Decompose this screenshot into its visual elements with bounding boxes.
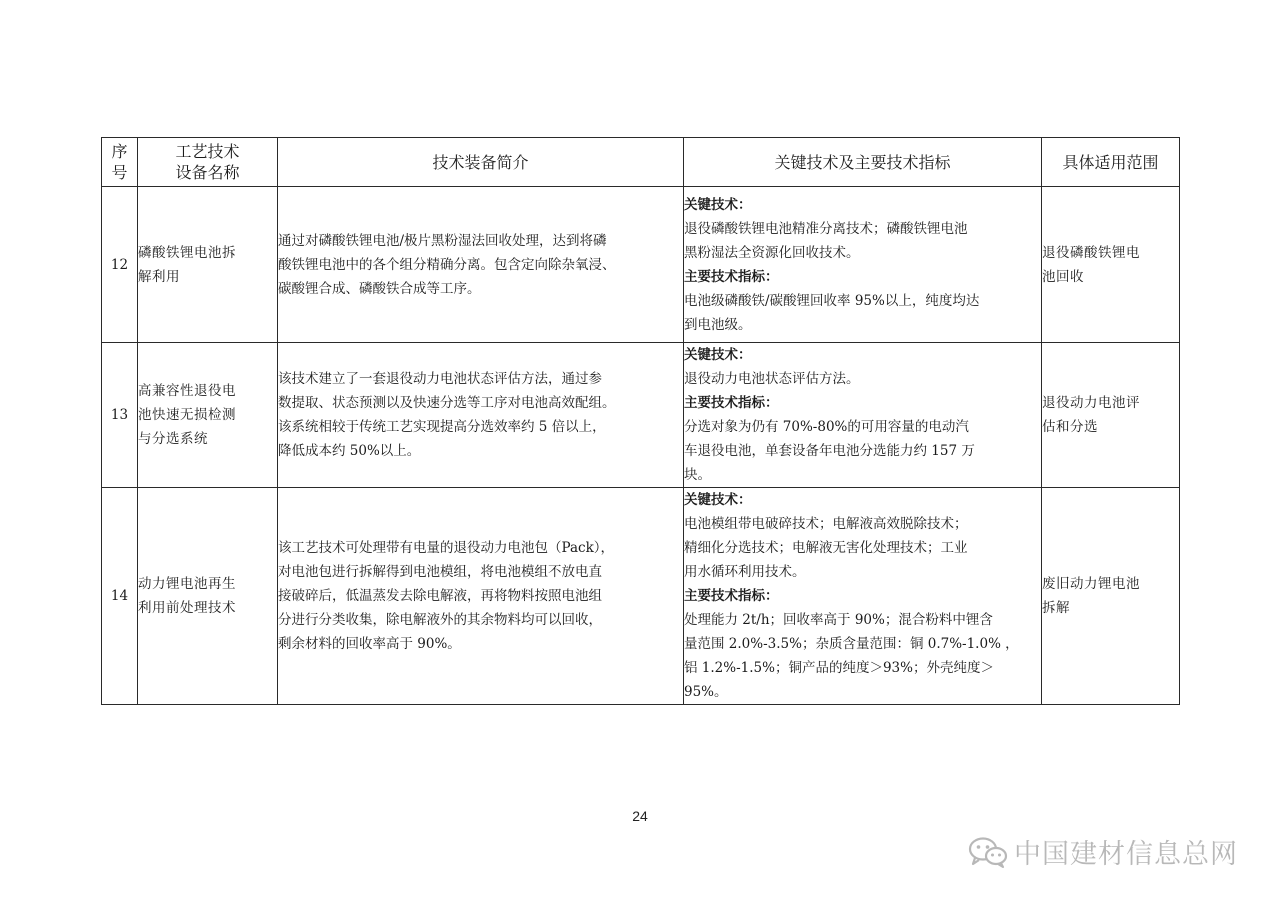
main-index-label: 主要技术指标： bbox=[684, 268, 779, 285]
header-scope: 具体适用范围 bbox=[1042, 138, 1180, 187]
technology-table bbox=[101, 137, 1180, 705]
description: 通过对磷酸铁锂电池/极片黑粉湿法回收处理，达到将磷 酸铁锂电池中的各个组分精确分离。包含定向除杂氧浸、 碳酸锂合成、磷酸铁合成等工序。 bbox=[278, 187, 684, 343]
process-name: 动力锂电池再生 利用前处理技术 bbox=[138, 488, 278, 705]
row-number: 13 bbox=[102, 343, 138, 488]
page-number: 24 bbox=[632, 808, 648, 824]
key-technology: 关键技术： 退役动力电池状态评估方法。 主要技术指标： 分选对象为仍有 70%-80%的可用容量的电动汽 车退役电池，单套设备年电池分选能力约 157 万 块。 bbox=[684, 343, 1042, 488]
header-description: 技术装备简介 bbox=[278, 138, 684, 187]
main-index-label: 主要技术指标： bbox=[684, 588, 779, 604]
table-row bbox=[102, 187, 1180, 343]
process-name: 高兼容性退役电 池快速无损检测 与分选系统 bbox=[138, 343, 278, 488]
description: 该技术建立了一套退役动力电池状态评估方法，通过参 数提取、状态预测以及快速分选等工序对电池高效配组。 该系统相较于传统工艺实现提高分选效率约 5 倍以上， 降低成本约 50%以上。 bbox=[278, 343, 684, 488]
header-process-name: 工艺技术 设备名称 bbox=[138, 138, 278, 187]
key-technology: 关键技术： 退役磷酸铁锂电池精准分离技术；磷酸铁锂电池 黑粉湿法全资源化回收技术。 主要技术指标： 电池级磷酸铁/碳酸锂回收率 95%以上，纯度均达 到电池级。 bbox=[684, 187, 1042, 343]
row-number: 12 bbox=[102, 187, 138, 343]
key-tech-label: 关键技术： bbox=[684, 492, 752, 508]
header-key-technology: 关键技术及主要技术指标 bbox=[684, 138, 1042, 187]
table-row bbox=[102, 488, 1180, 705]
applicable-scope: 退役磷酸铁锂电 池回收 bbox=[1042, 187, 1180, 343]
key-technology: 关键技术： 电池模组带电破碎技术；电解液高效脱除技术； 精细化分选技术；电解液无害化处理技术；工业 用水循环利用技术。 主要技术指标： 处理能力 2t/h；回收率高于 90%；混合粉料中锂含 量范围 2.0%-3.5%；杂质含量范围：铜 0.7%-1.0% ， 铝 1.2%-1.5%；铜产品的纯度＞93%；外壳纯度＞ 95%。 bbox=[684, 488, 1042, 705]
row-number: 14 bbox=[102, 488, 138, 705]
header-serial-number: 序 号 bbox=[102, 138, 138, 187]
table-row bbox=[102, 343, 1180, 488]
key-tech-label: 关键技术： bbox=[684, 347, 752, 363]
applicable-scope: 废旧动力锂电池 拆解 bbox=[1042, 488, 1180, 705]
main-index-label: 主要技术指标： bbox=[684, 395, 779, 411]
wechat-icon bbox=[968, 836, 1008, 868]
applicable-scope: 退役动力电池评 估和分选 bbox=[1042, 343, 1180, 488]
description: 该工艺技术可处理带有电量的退役动力电池包（Pack）， 对电池包进行拆解得到电池模组，将电池模组不放电直 接破碎后，低温蒸发去除电解液，再将物料按照电池组 分进行分类收集，除电解液外的其余物料均可以回收， 剩余材料的回收率高于 90%。 bbox=[278, 488, 684, 705]
key-tech-label: 关键技术： bbox=[684, 196, 752, 213]
process-name: 磷酸铁锂电池拆 解利用 bbox=[138, 187, 278, 343]
watermark bbox=[968, 832, 1238, 871]
watermark-text: 中国建材信息总网 bbox=[1014, 839, 1238, 870]
table-header-row bbox=[102, 138, 1180, 187]
